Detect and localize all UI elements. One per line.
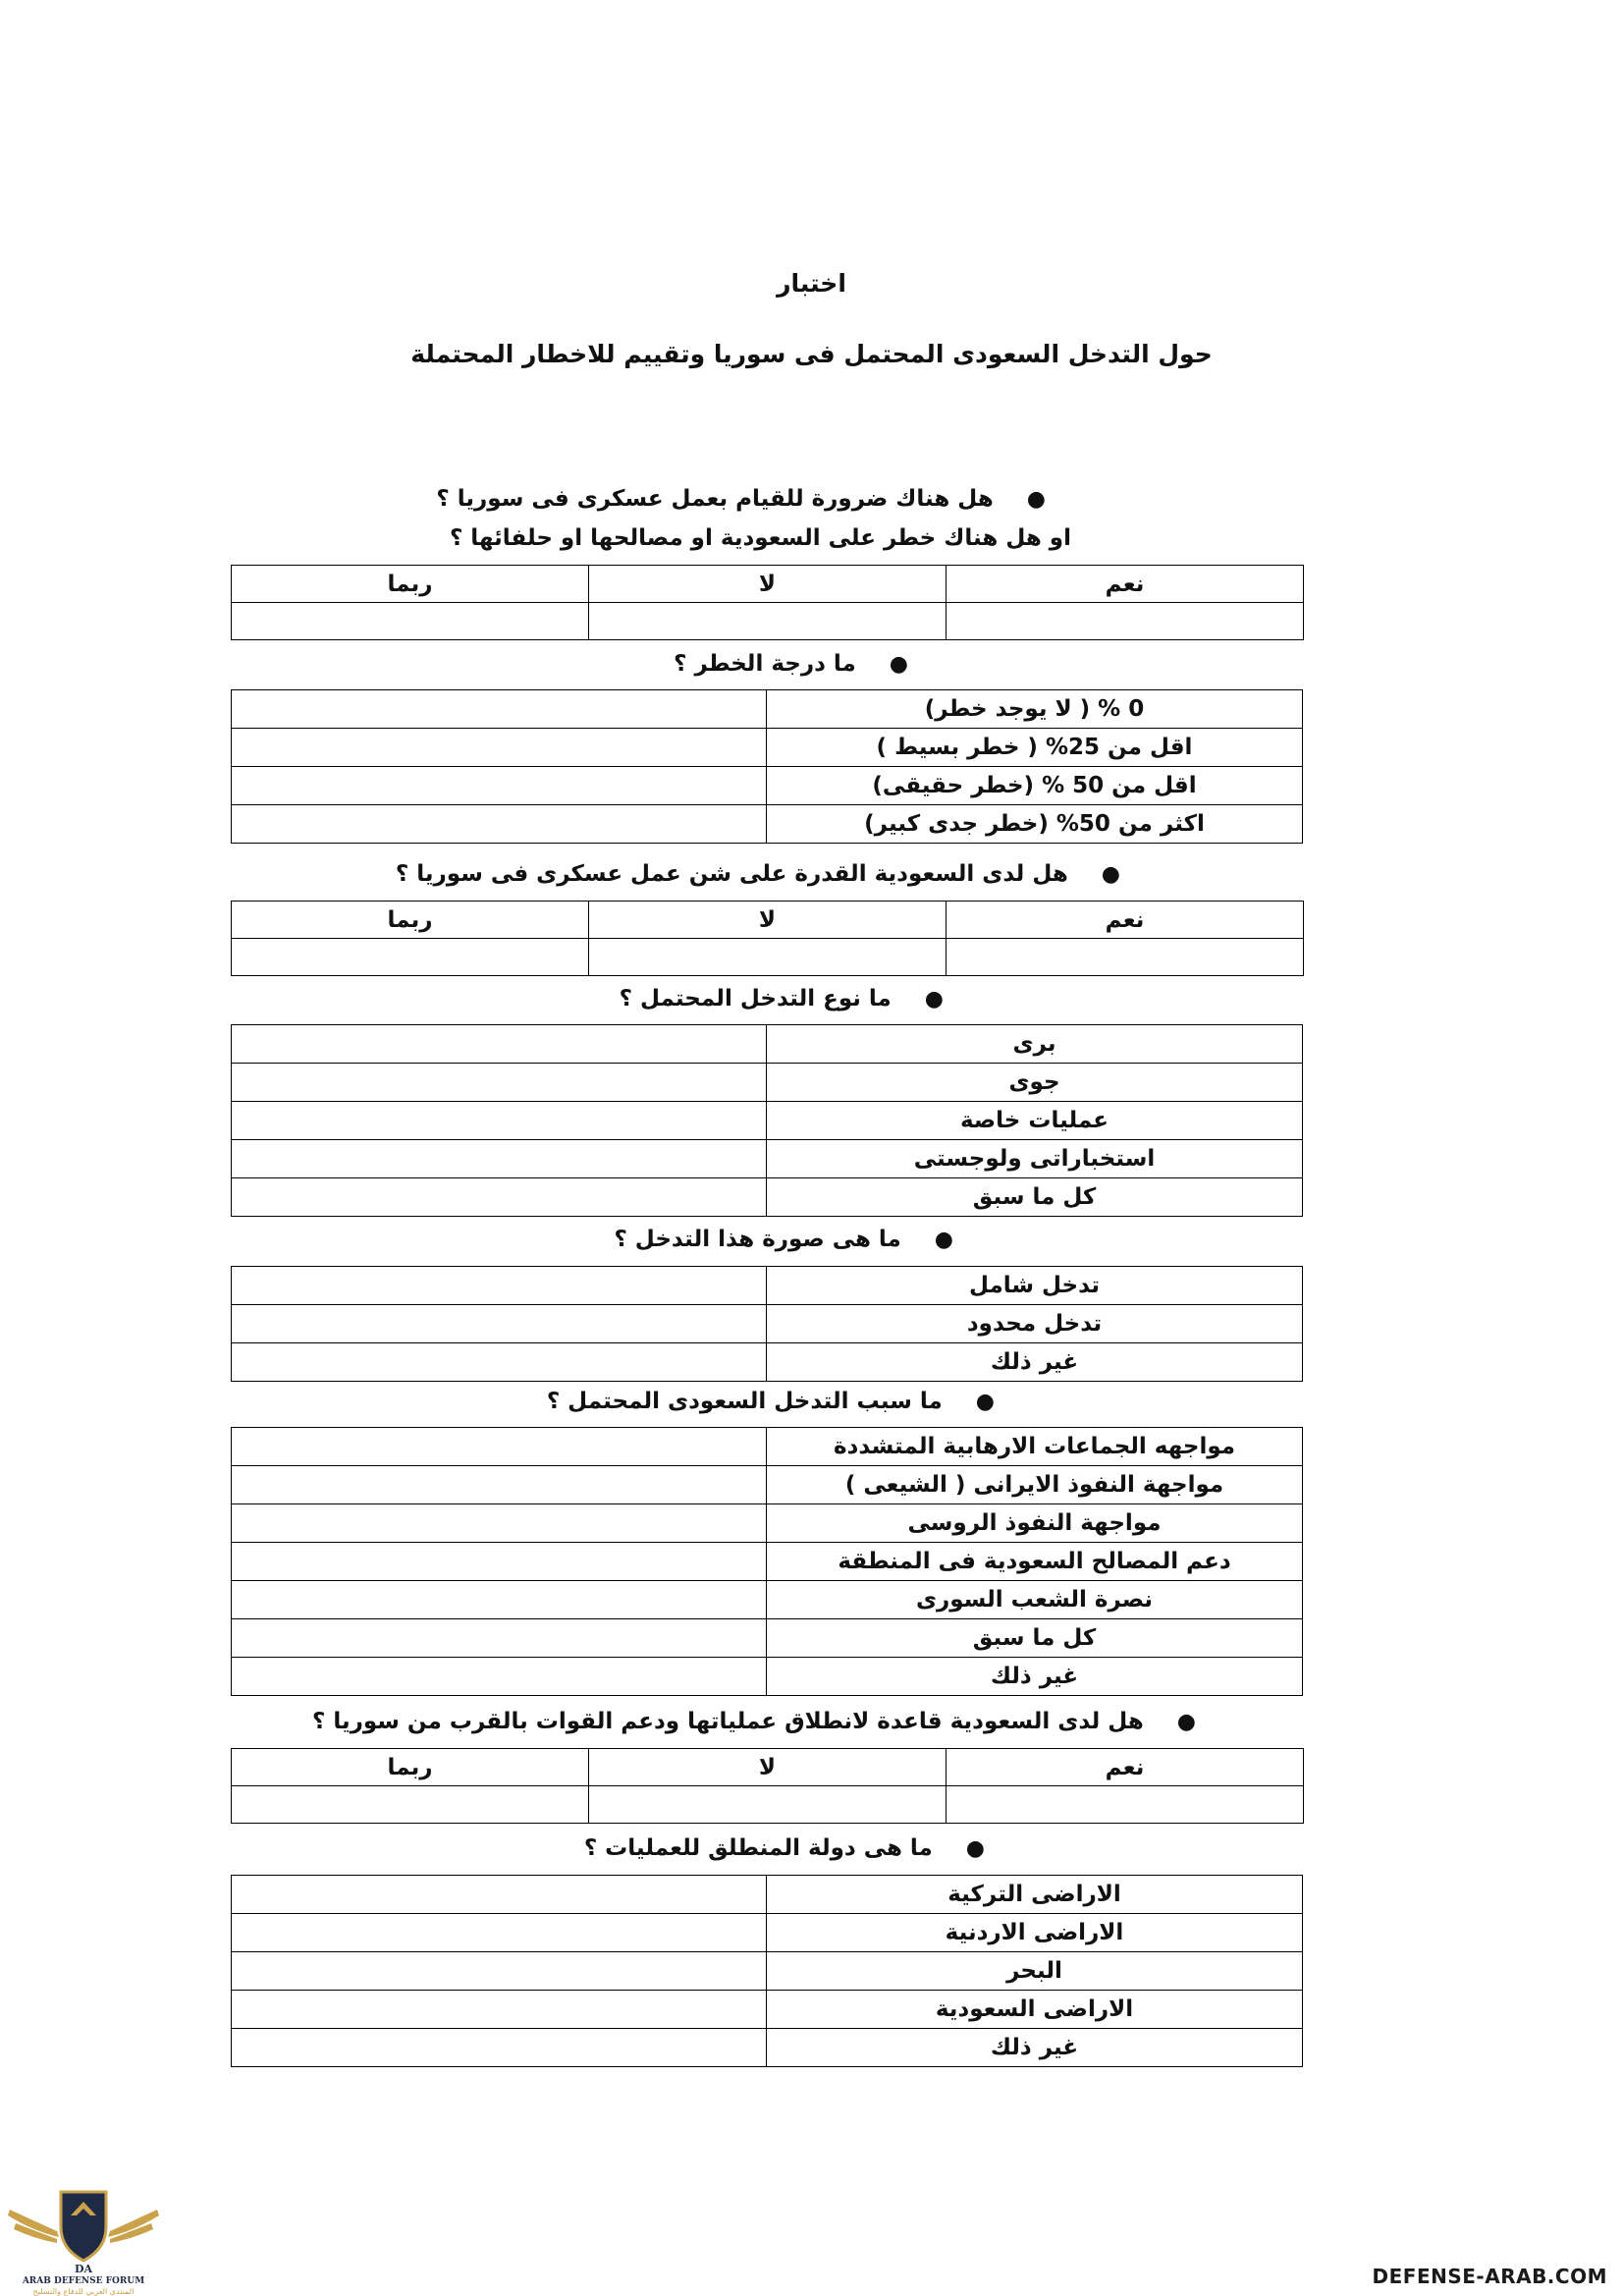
question-5: ●ما هى صورة هذا التدخل ؟ bbox=[614, 1227, 953, 1252]
option-row-answer[interactable] bbox=[232, 1658, 767, 1696]
option-yes[interactable]: نعم bbox=[947, 566, 1304, 603]
answer-cell-maybe[interactable] bbox=[232, 939, 589, 976]
option-row-answer[interactable] bbox=[232, 1140, 767, 1178]
question-3-answer-table bbox=[231, 901, 1304, 976]
arab-defense-forum-logo bbox=[0, 2172, 167, 2296]
option-row-label[interactable]: الاراضى السعودية bbox=[767, 1991, 1303, 2029]
site-url[interactable]: DEFENSE-ARAB.COM bbox=[1372, 2265, 1607, 2288]
option-row-label[interactable]: كل ما سبق bbox=[767, 1178, 1303, 1217]
option-row-label[interactable]: مواجهة النفوذ الايرانى ( الشيعى ) bbox=[767, 1466, 1303, 1504]
option-row-answer[interactable] bbox=[232, 1178, 767, 1217]
bullet-icon: ● bbox=[1176, 1710, 1196, 1734]
bullet-icon: ● bbox=[934, 1228, 953, 1252]
question-7-answer-table bbox=[231, 1748, 1304, 1824]
option-no[interactable]: لا bbox=[589, 1749, 947, 1786]
question-7: ●هل لدى السعودية قاعدة لانطلاق عملياتها ودعم القوات بالقرب من سوريا ؟ bbox=[312, 1709, 1196, 1734]
option-row-label[interactable]: تدخل شامل bbox=[767, 1267, 1303, 1305]
question-1-answer-table bbox=[231, 565, 1304, 640]
answer-cell-yes[interactable] bbox=[947, 603, 1304, 640]
question-8-option-table bbox=[231, 1875, 1303, 2067]
option-row-answer[interactable] bbox=[232, 805, 767, 844]
option-row-label[interactable]: غير ذلك bbox=[767, 1343, 1303, 1382]
question-6: ●ما سبب التدخل السعودى المحتمل ؟ bbox=[546, 1389, 995, 1414]
option-row-label[interactable]: تدخل محدود bbox=[767, 1305, 1303, 1343]
option-row-label[interactable]: استخباراتى ولوجستى bbox=[767, 1140, 1303, 1178]
option-no[interactable]: لا bbox=[589, 902, 947, 939]
option-row-label[interactable]: دعم المصالح السعودية فى المنطقة bbox=[767, 1543, 1303, 1581]
bullet-icon: ● bbox=[924, 987, 944, 1011]
option-row-answer[interactable] bbox=[232, 1504, 767, 1543]
option-row-answer[interactable] bbox=[232, 1466, 767, 1504]
option-row-label[interactable]: غير ذلك bbox=[767, 1658, 1303, 1696]
option-row-answer[interactable] bbox=[232, 690, 767, 729]
option-maybe[interactable]: ربما bbox=[232, 902, 589, 939]
page-subtitle: حول التدخل السعودى المحتمل فى سوريا وتقييم للاخطار المحتملة bbox=[410, 340, 1213, 368]
bullet-icon: ● bbox=[975, 1390, 995, 1414]
bullet-icon: ● bbox=[889, 652, 908, 677]
answer-cell-yes[interactable] bbox=[947, 1786, 1304, 1824]
option-row-label[interactable]: برى bbox=[767, 1025, 1303, 1064]
option-row-label[interactable]: عمليات خاصة bbox=[767, 1102, 1303, 1140]
question-4-option-table bbox=[231, 1024, 1303, 1217]
question-2: ●ما درجة الخطر ؟ bbox=[674, 651, 908, 677]
option-row-answer[interactable] bbox=[232, 1581, 767, 1619]
option-row-answer[interactable] bbox=[232, 767, 767, 805]
option-row-answer[interactable] bbox=[232, 1305, 767, 1343]
option-row-label[interactable]: مواجهه الجماعات الارهابية المتشددة bbox=[767, 1428, 1303, 1466]
option-yes[interactable]: نعم bbox=[947, 1749, 1304, 1786]
option-row-answer[interactable] bbox=[232, 1543, 767, 1581]
option-row-label[interactable]: الاراضى التركية bbox=[767, 1876, 1303, 1914]
question-6-option-table bbox=[231, 1427, 1303, 1696]
logo-text: ARAB DEFENSE FORUM bbox=[22, 2276, 145, 2286]
logo-arabic-text: المنتدى العربي للدفاع والتسليح bbox=[32, 2287, 135, 2296]
option-row-label[interactable]: اكثر من 50% (خطر جدى كبير) bbox=[767, 805, 1303, 844]
option-row-answer[interactable] bbox=[232, 2029, 767, 2067]
page-title: اختبار bbox=[777, 269, 846, 298]
option-row-answer[interactable] bbox=[232, 1619, 767, 1658]
option-row-label[interactable]: غير ذلك bbox=[767, 2029, 1303, 2067]
answer-cell-no[interactable] bbox=[589, 1786, 947, 1824]
option-row-label[interactable]: اقل من 50 % (خطر حقيقى) bbox=[767, 767, 1303, 805]
option-row-answer[interactable] bbox=[232, 1991, 767, 2029]
question-1-line-1: ●هل هناك ضرورة للقيام بعمل عسكرى فى سوريا ؟ bbox=[436, 486, 1046, 512]
answer-cell-maybe[interactable] bbox=[232, 603, 589, 640]
option-no[interactable]: لا bbox=[589, 566, 947, 603]
option-row-label[interactable]: نصرة الشعب السورى bbox=[767, 1581, 1303, 1619]
answer-cell-maybe[interactable] bbox=[232, 1786, 589, 1824]
option-row-answer[interactable] bbox=[232, 1064, 767, 1102]
option-row-answer[interactable] bbox=[232, 1914, 767, 1952]
option-maybe[interactable]: ربما bbox=[232, 566, 589, 603]
bullet-icon: ● bbox=[1026, 487, 1046, 512]
option-row-label[interactable]: 0 % ( لا يوجد خطر) bbox=[767, 690, 1303, 729]
option-row-label[interactable]: اقل من 25% ( خطر بسيط ) bbox=[767, 729, 1303, 767]
option-row-label[interactable]: جوى bbox=[767, 1064, 1303, 1102]
option-row-answer[interactable] bbox=[232, 1025, 767, 1064]
option-row-answer[interactable] bbox=[232, 1952, 767, 1991]
option-row-answer[interactable] bbox=[232, 1102, 767, 1140]
question-1-line-2: او هل هناك خطر على السعودية او مصالحها او حلفائها ؟ bbox=[449, 525, 1071, 551]
option-row-answer[interactable] bbox=[232, 1267, 767, 1305]
option-row-answer[interactable] bbox=[232, 1876, 767, 1914]
answer-cell-no[interactable] bbox=[589, 939, 947, 976]
question-2-option-table bbox=[231, 689, 1303, 844]
answer-cell-no[interactable] bbox=[589, 603, 947, 640]
option-maybe[interactable]: ربما bbox=[232, 1749, 589, 1786]
bullet-icon: ● bbox=[1101, 862, 1120, 887]
question-3: ●هل لدى السعودية القدرة على شن عمل عسكرى فى سوريا ؟ bbox=[395, 861, 1120, 887]
option-row-label[interactable]: الاراضى الاردنية bbox=[767, 1914, 1303, 1952]
option-row-answer[interactable] bbox=[232, 1343, 767, 1382]
option-row-label[interactable]: البحر bbox=[767, 1952, 1303, 1991]
question-8: ●ما هى دولة المنطلق للعمليات ؟ bbox=[583, 1835, 985, 1861]
option-row-answer[interactable] bbox=[232, 1428, 767, 1466]
question-5-option-table bbox=[231, 1266, 1303, 1382]
option-row-label[interactable]: كل ما سبق bbox=[767, 1619, 1303, 1658]
option-yes[interactable]: نعم bbox=[947, 902, 1304, 939]
question-4: ●ما نوع التدخل المحتمل ؟ bbox=[619, 986, 944, 1011]
bullet-icon: ● bbox=[965, 1836, 985, 1861]
answer-cell-yes[interactable] bbox=[947, 939, 1304, 976]
logo-initials: DA bbox=[74, 2263, 93, 2275]
option-row-label[interactable]: مواجهة النفوذ الروسى bbox=[767, 1504, 1303, 1543]
option-row-answer[interactable] bbox=[232, 729, 767, 767]
